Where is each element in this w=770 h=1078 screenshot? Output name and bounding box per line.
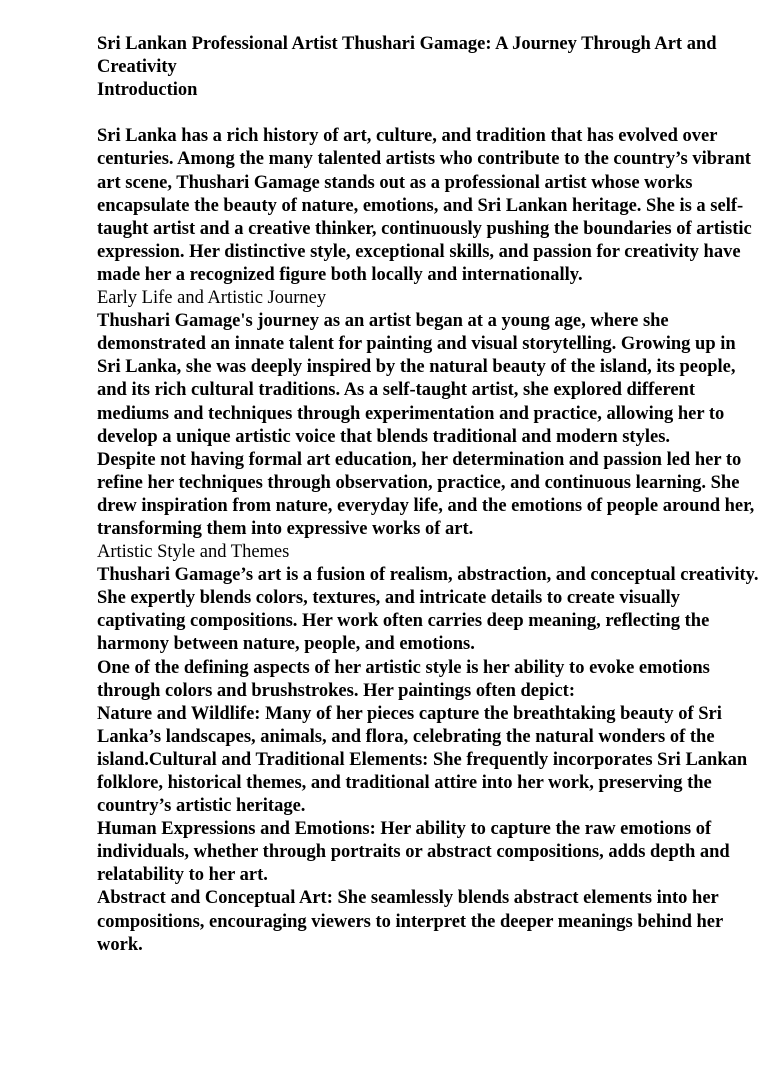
nature-wildlife-paragraph: Nature and Wildlife: Many of her pieces capture the breathtaking beauty of Sri Lanka’s landscapes, animals, and flora, celebrating the natural wonders of the island.Cultural and Traditional Elements: She frequently incorporates Sri Lankan folklore, historical themes, and traditional attire into her work, preserving the country’s artistic heritage.: [97, 703, 748, 817]
human-expressions-paragraph: Human Expressions and Emotions: Her ability to capture the raw emotions of individuals, whether through portraits or abstract compositions, adds depth and relatability to her art.: [97, 819, 730, 886]
artistic-style-paragraph-1: Thushari Gamage’s art is a fusion of realism, abstraction, and conceptual creativity. She expertly blends colors, textures, and intricate details to create visually captivating compositions. Her work often carries deep meaning, reflecting the harmony between nature, people, and emotions.: [97, 565, 759, 655]
early-life-paragraph-2: Despite not having formal art education, her determination and passion led her to refine her techniques through observation, practice, and continuous learning. She drew inspiration from nature, everyday life, and the emotions of people around her, transforming them into expressive works of art.: [97, 449, 755, 539]
blank-line: [97, 102, 762, 125]
document-title: Sri Lankan Professional Artist Thushari Gamage: A Journey Through Art and Creativity: [97, 34, 717, 78]
intro-heading: Introduction: [97, 80, 198, 101]
artistic-style-paragraph-2: One of the defining aspects of her artistic style is her ability to evoke emotions through colors and brushstrokes. Her paintings often depict:: [97, 657, 710, 701]
abstract-conceptual-paragraph: Abstract and Conceptual Art: She seamlessly blends abstract elements into her compositions, encouraging viewers to interpret the deeper meanings behind her work.: [97, 888, 723, 955]
early-life-paragraph-1: Thushari Gamage's journey as an artist began at a young age, where she demonstrated an innate talent for painting and visual storytelling. Growing up in Sri Lanka, she was deeply inspired by the natural beauty of the island, its people, and its rich cultural traditions. As a self-taught artist, she explored different mediums and techniques through experimentation and practice, allowing her to develop a unique artistic voice that blends traditional and modern styles.: [97, 311, 736, 447]
intro-paragraph: Sri Lanka has a rich history of art, culture, and tradition that has evolved over centuries. Among the many talented artists who contribute to the country’s vibrant art scene, Thushari Gamage stands out as a professional artist whose works encapsulate the beauty of nature, emotions, and Sri Lankan heritage. She is a self-taught artist and a creative thinker, continuously pushing the boundaries of artistic expression. Her distinctive style, exceptional skills, and passion for creativity have made her a recognized figure both locally and internationally.: [97, 126, 752, 285]
document-page: [97, 33, 762, 957]
artistic-style-heading: Artistic Style and Themes: [97, 542, 290, 563]
early-life-heading: Early Life and Artistic Journey: [97, 288, 327, 309]
